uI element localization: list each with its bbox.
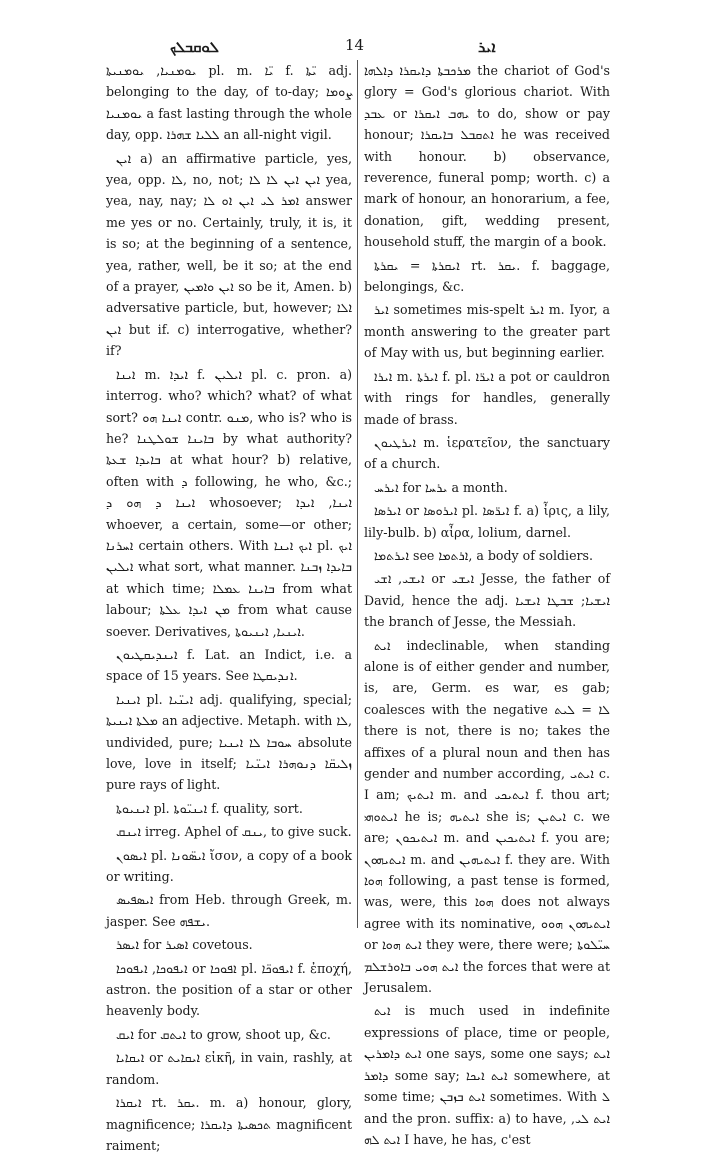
column-divider bbox=[357, 60, 358, 928]
entry-hierateion: ܐܝܪܛܝܘܢ m. ἱερατεῖον, the sanctuary of a church. bbox=[364, 434, 610, 472]
entry-ith-usage: ܐܝܬ is much used in indefinite expressions of place, time or people, ܐܝܬ ܕܐܡܪܝܢ one says, some one says; ܐܝܬ ܕܐܡܪ some say; ܐܝܬ ܐܝܟܐ somewhere, at some time; ܐܝܬ ܒܙܒܢ sometimes. With ܠ and the pron. suffix: a) to have, ܐܝܬ ܠܝ, ܐܝܬ ܠܗ I have, he has, c'est bbox=[364, 1003, 610, 1147]
left-column bbox=[106, 60, 352, 1158]
entry-ayq: ܐܝܩ for ܐܝܬܩ to grow, shoot up, &c. bbox=[116, 1026, 331, 1042]
entry-ayna: ܐܝܢܐ m. ܐܝܕܐ f. ܐܝܠܝܢ pl. c. pron. a) interrog. who? which? what? of what sort? ܐܝܢܐ ܗܘ contr. ܡܢܘ, who is? who is he? ܒܐܝܢܐ ܫܘܠܛܢܐ by what authority? ܒܐܝܕܐ ܫܥܬܐ at what hour? b) relative, often with ܕ following, he who, &c.; ܐܝܢܐ ܕ ܗܘ ܕ whosoever; ܐܝܢܐ, ܐܝܕܐ whoever, a certain, some—or other; ܐܚܪܢܐ certain others. With ܐܝܟ ܐܝܢܐ pl. ܐܝܟ ܐܝܠܝܢ what sort, what manner. ܒܐܝܕܐ ܙܒܢܐ at which time; ܒܐܝܢܐ ܥܡܠܐ from what labour; ܡܢ ܐܝܕܐ ܥܠܬܐ from what cause soever. Derivatives, ܐܝܢܝܐ, ܐܝܢܝܘܬܐ. bbox=[106, 366, 353, 639]
entry-ison: ܐܝܣܘܢ pl. ܐܝܣ̈ܘܢܐ ἴσον, a copy of a book or writing. bbox=[106, 847, 352, 885]
right-column bbox=[364, 60, 610, 1152]
entry-aynayutha: ܐܝܢܝܘܬܐ pl. ܐܝܢܝ̈ܘܬܐ f. quality, sort. bbox=[116, 800, 303, 816]
entry-jasper: ܐܝܣܦܝܣ from Heb. through Greek, m. jasper. See ܝܫܦܗ. bbox=[106, 892, 352, 929]
entry-iqartha: ܐܝܩܪܬܐ = ܝܩܪܬܐ rt. ܝܩܪ. f. baggage, belongings, &c. bbox=[364, 257, 611, 295]
entry-epoche: ܐܝܦܘܟܐ, ܐܝܦܘܟܐ or ܐܦܘܟܐ pl. ܐܝܦܘܟ̈ܐ f. ἐποχή, astron. the position of a star or other heavenly body. bbox=[106, 960, 352, 1019]
running-head-right: ܐܝܪ bbox=[478, 38, 496, 56]
entry-indiction: ܐܝܢܕܝܩܛܝܘܢ f. Lat. an Indict, i.e. a space of 15 years. See ܐܢܕܝܩܛܐ. bbox=[106, 646, 352, 684]
entry-iyar: ܐܝܪ sometimes mis-spelt ܐܝܪ m. Iyor, a month answering to the greater part of May with us, but beginning earlier. bbox=[364, 302, 610, 361]
entry-soldiers: ܐܝܪܬܡܐ see ܐܪܬܡܐ, a body of soldiers. bbox=[374, 547, 594, 563]
entry-month: ܐܝܪܚ for ܝܪܚܐ a month. bbox=[374, 479, 508, 495]
entry-eike: ܐܝܩܐܝܐ or ܐܝܩܐܝܬ εἰκῆ, in vain, rashly, at random. bbox=[106, 1050, 353, 1087]
entry-iris: ܐܝܪܣܐ or ܐܝܪܘܣܐ pl. ܐܝܪ̈ܣܐ f. a) ἶρις, a lily, lily-bulb. b) αἶρα, lolium, darnel. bbox=[364, 503, 611, 540]
entry-iqara-cont: ܡܪܟܒܬܐ ܕܐܝܩܪܐ ܕܐܠܗܐ the chariot of God's glory = God's glorious chariot. With ܥܒܕ or ܝܗܒ ܐܝܩܪܐ to do, show or pay honour; ܐܬܩܒܠ ܒܐܝܩܪܐ he was received with honour. b) observance, reverence, funeral pomp; worth. c) a mark of honour, an honorarium, a fee, donation, gift, wedding present, household stuff, the margin of a book. bbox=[364, 63, 611, 250]
entry-aynaya: ܐܝܢܝܐ pl. ܐܝܢ̈ܝܐ adj. qualifying, special; ܡܠܬܐ ܐܝܢܝܬܐ an adjective. Metaph. with ܠܐ, undivided, pure; ܚܘܒܐ ܠܐ ܐܝܢܝܐ absolute love, love in itself; ܙܠܝܩ̈ܐ ܕܢܘܗܪܐ ܐܝܢ̈ܝܐ pure rays of light. bbox=[106, 691, 352, 793]
entry-jesse: ܐܝܫܝ, ܐܫܝ or ܐܝܫܝ Jesse, the father of David, hence the adj. ܐܝܫܝܐ; ܫܒܛܐ ܐܝܫܝܐ the branch of Jesse, the Messiah. bbox=[364, 571, 611, 630]
entry-yawmanaya: ܝܘܡܢܝܐ, ܝܘܡܢܝܬܐ pl. m. ܝ̈ܐ f. ܝ̈ܬܐ adj. belonging to the day, of to-day; ܨܘܡܐ ܝܘܡܢܝܐ a fast lasting through the whole day, opp. ܠܠܝܐ ܫܗܪܐ an all-night vigil. bbox=[106, 63, 352, 143]
entry-in: ܐܝܢ a) an affirmative particle, yes, yea, opp. ܠܐ, no, not; ܐܝܢ ܐܝܢ ܠܐ ܠܐ yea, yea, nay, nay; ܐܡܪ ܠܝ ܐܝܢ ܐܘ ܠܐ answer me yes or no. Certainly, truly, it is, it is so; at the beginning of a sentence, yea, rather, well, be it so; at the end of a prayer, ܐܝܢ ܘܐܡܝܢ so be it, Amen. b) adversative particle, but, however; ܐܠܐ ܐܝܢ but if. c) interrogative, whether? if? bbox=[106, 150, 353, 359]
entry-pot: ܐܝܪܐ m. ܐܝܪܬܐ f. pl. ܐܝܪ̈ܐ a pot or cauldron with rings for handles, generally made of brass. bbox=[364, 368, 610, 427]
entry-ith: ܐܝܬ indeclinable, when standing alone is of either gender and number, is, are, Germ. es war, es gab; coalesces with the negative ܠܐ = ܠܝܬ there is not, there is no; takes the affixes of a plural noun and then has gender and number according, ܐܝܬܝ c. I am; ܐܝܬܝܟ m. and ܐܝܬܝܟܝ f. thou art; ܐܝܬܘܗܝ he is; ܐܝܬܝܗ she is; ܐܝܬܝܢ c. we are; ܐܝܬܝܟܘܢ m. and ܐܝܬܝܟܝܢ f. you are; ܐܝܬܝܗܘܢ m. and ܐܝܬܝܗܝܢ f. they are. With ܗܘܐ following, a past tense is formed, was, were, this ܗܘܐ does not always agree with its nominative, ܐܝܬܝܗܘܢ ܗܘܘ or ܐܝܬ ܗܘܐ they were, there were; ܚܝ̈ܠܘܬܐ ܐܝܬ ܗܘܝ ܒܐܘܪܫܠܡ the forces that were at Jerusalem. bbox=[364, 637, 611, 996]
entry-ayneq: ܐܝܢܩ irreg. Aphel of ܝܢܩ, to give suck. bbox=[116, 824, 352, 840]
entry-aysar: ܐܝܣܪ for ܐܣܝܪ covetous. bbox=[116, 937, 253, 953]
running-head-left: ܠܘܩܒܠܟ bbox=[170, 38, 219, 56]
page-number: 14 bbox=[345, 36, 365, 54]
entry-iqara: ܐܝܩܪܐ rt. ܝܩܪ. m. a) honour, glory, magnificence; ܬܟܣܝܬܐ ܕܐܝܩܪܐ magnificent raiment; bbox=[106, 1095, 353, 1153]
